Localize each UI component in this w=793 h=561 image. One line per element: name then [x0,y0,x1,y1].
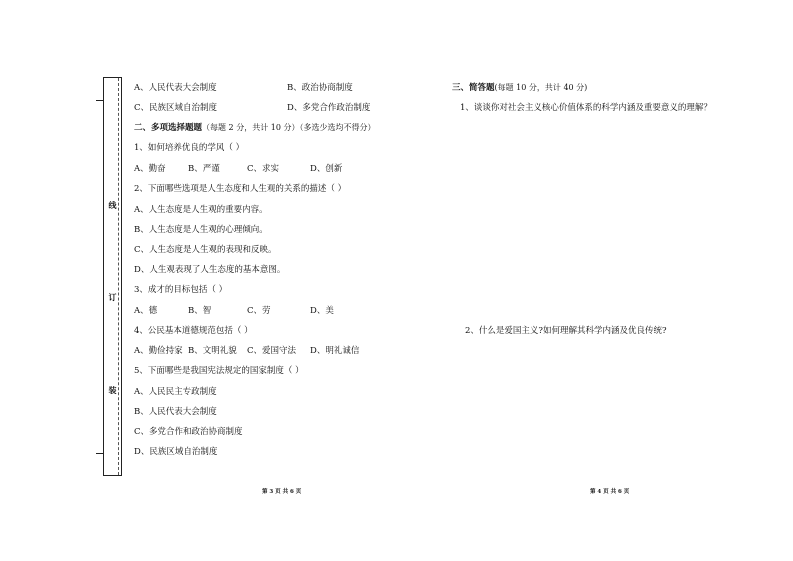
section-3-note: (每题 10 分，共计 40 分) [494,83,588,92]
q1-option-d: D、创新 [310,164,343,174]
q2-option-b: B、人生态度是人生观的心理倾向。 [134,225,268,235]
q5-option-c: C、多党合作和政治协商制度 [134,427,243,437]
q1-option-b: B、严谨 [188,164,220,174]
q2-option-c: C、人生态度是人生观的表现和反映。 [134,245,277,255]
prev-option-a: A、人民代表大会制度 [134,83,217,93]
q2-stem: 2、下面哪些选项是人生态度和人生观的关系的描述（ ） [134,184,347,194]
q5-option-d: D、民族区域自治制度 [134,447,218,457]
binding-label-ding: 订 [108,292,117,302]
q3-stem: 3、成才的目标包括（ ） [134,285,228,295]
section-2-title: 二、多项选择题题 [134,123,203,133]
q1-option-c: C、求实 [247,164,280,174]
section-3-title: 三、简答题 [452,83,495,93]
q5-stem: 5、下面哪些是我国宪法规定的国家制度（ ） [134,366,304,376]
q5-option-a: A、人民民主专政制度 [134,387,217,397]
section-2-note: （每题 2 分，共计 10 分）（多选少选均不得分） [202,123,376,132]
binding-margin-box [103,77,122,476]
prev-option-c: C、民族区域自治制度 [134,103,218,113]
q3-option-a: A、德 [134,306,158,316]
section-3-heading [452,84,587,93]
q4-option-b: B、文明礼貌 [188,346,237,356]
prev-option-d: D、多党合作政治制度 [287,103,371,113]
q1-option-a: A、勤奋 [134,164,166,174]
q3-option-b: B、智 [188,306,212,316]
q4-option-c: C、爱国守法 [247,346,297,356]
binding-dashed-line [118,78,119,475]
q3-option-d: D、美 [310,306,334,316]
left-page-footer: 第 3 页 共 6 页 [262,489,302,495]
q4-option-d: D、明礼诚信 [310,346,360,356]
q3-option-c: C、劳 [247,306,271,316]
q4-stem: 4、公民基本道德规范包括（ ） [134,326,253,336]
short-answer-q1: 1、谈谈你对社会主义核心价值体系的科学内涵及重要意义的理解？ [460,103,712,113]
binding-label-line: 线 [108,200,117,210]
q2-option-a: A、人生态度是人生观的重要内容。 [134,205,268,215]
q4-option-a: A、勤俭持家 [134,346,183,356]
binding-tick [96,100,104,101]
right-page-footer: 第 4 页 共 6 页 [590,489,630,495]
q5-option-b: B、人民代表大会制度 [134,407,217,417]
binding-label-zhuang: 装 [108,385,117,395]
short-answer-q2: 2、什么是爱国主义?如何理解其科学内涵及优良传统? [465,326,667,336]
section-2-heading [134,124,375,133]
binding-tick [96,453,104,454]
prev-option-b: B、政治协商制度 [287,83,353,93]
q2-option-d: D、人生观表现了人生态度的基本意图。 [134,265,286,275]
q1-stem: 1、如何培养优良的学风（ ） [134,143,245,153]
